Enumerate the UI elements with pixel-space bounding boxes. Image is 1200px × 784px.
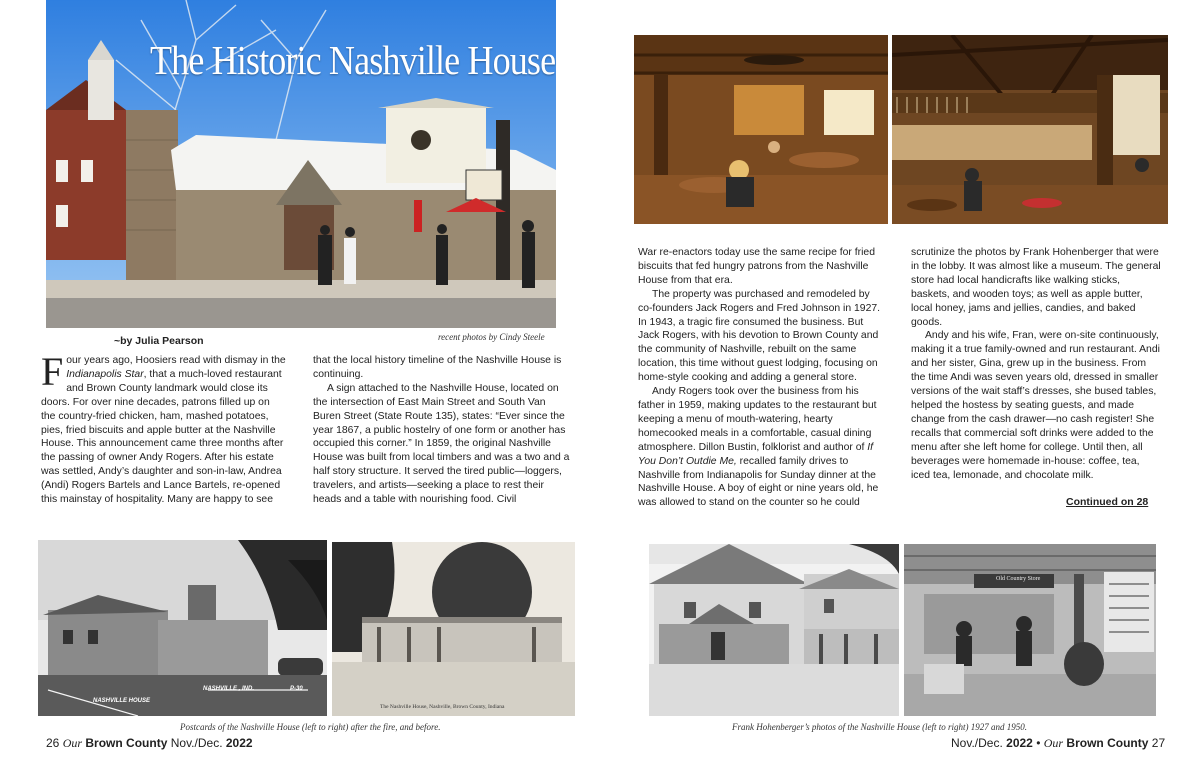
postcard-label-2: NASHVILLE , IND. bbox=[203, 686, 255, 692]
byline: ~by Julia Pearson bbox=[114, 335, 204, 347]
caption-postcards: Postcards of the Nashville House (left to right) after the fire, and before. bbox=[180, 722, 441, 732]
postcard-label-3: P-30 bbox=[290, 686, 303, 692]
folio-left: 26 Our Brown County Nov./Dec. 2022 bbox=[46, 736, 253, 750]
hohenberger-1950-photo bbox=[904, 544, 1156, 716]
continued-link[interactable]: Continued on 28 bbox=[1066, 496, 1149, 508]
postcard-after-fire bbox=[38, 540, 327, 716]
postcard-before bbox=[332, 542, 575, 716]
photo-credit: recent photos by Cindy Steele bbox=[438, 332, 545, 342]
caption-hohenberger: Frank Hohenberger’s photos of the Nashville House (left to right) 1927 and 1950. bbox=[732, 722, 1028, 732]
article-column-2: that the local history timeline of the Nashville House is continuing. A sign attached to the Nashville House, located on the intersection of East Main Street and South Van Buren Street (State Route 135), states: “Ever since the year 1867, a public hostelry of one form or another has occupied this corner.” In 1859, the original Nashville House was built from local timbers and was a two and a half story structure. It served the tired public—loggers, travelers, and artists—seeking a place to rest their heads and a table with nourishing food. Civil bbox=[313, 355, 570, 506]
folio-right: Nov./Dec. 2022 • Our Brown County 27 bbox=[951, 736, 1166, 750]
postcard-label-right: The Nashville House, Nashville, Brown County, Indiana bbox=[380, 704, 505, 710]
postcard-label-1: NASHVILLE HOUSE bbox=[93, 698, 151, 704]
interior-photo-1 bbox=[634, 35, 888, 224]
interior-photo-2 bbox=[892, 35, 1168, 224]
article-column-1: Four years ago, Hoosiers read with dismay in the Indianapolis Star, that a much-loved restaurant and Brown County landmark would close its doors. For over nine decades, patrons filled up on the country-fried chicken, ham, mashed potatoes, pies, fried biscuits and apple butter at the Nashville House. This announcement came three months after the passing of owner Andy Rogers. After his estate was settled, Andy’s daughter and son-in-law, Andrea (Andi) Rogers Bartels and Lance Bartels, re-opened this mainstay of hospitality. Many are happy to see bbox=[41, 349, 286, 506]
headline: The Historic Nashville House bbox=[150, 37, 556, 83]
hohenberger-1927-photo bbox=[649, 544, 899, 716]
drop-cap: F bbox=[41, 349, 64, 394]
article-column-3: War re-enactors today use the same recipe for fried biscuits that fed hungry patrons from the Nashville House from that era. The property was purchased and remodeled by co-founders Jack Rogers and Fred Johnson in 1927. In 1943, a tragic fire consumed the business. But Jack Rogers, with his devotion to Brown County and the community of Nashville, rebuilt on the same location, this time without guest lodging, focusing on home-style cooking and adding a general store. Andy Rogers took over the business from his father in 1959, making updates to the restaurant but keeping a menu of mouth-watering, hearty homecooked meals in a comfortable, casual dining atmosphere. Dillon Bustin, folklorist and author of If You Don’t Outdie Me, recalled family drives to Nashville from Indianapolis for Sunday dinner at the Nashville House. A boy of eight or nine years old, he was allowed to stand on the counter so he could bbox=[638, 247, 881, 509]
store-sign: Old Country Store bbox=[996, 576, 1041, 582]
article-column-4: scrutinize the photos by Frank Hohenberger that were in the lobby. It was almost like a museum. The general store had local handicrafts like walking sticks, baskets, and wooden toys; as well as apple butter, local honey, jams and jellies, candies, and baked goods. Andy and his wife, Fran, were on-site continuously, making it a true family-owned and run restaurant. Andi and her sister, Gina, grew up in the business. From the time Andi was seven years old, dressed in smaller versions of the wait staff’s dresses, she bused tables, helped the hostess by seating guests, and made change from the cash drawer—no cash register! She recalls that commercial soft drinks were added to the menu after she left home for college. Until then, all beverages were homemade in-house: coffee, tea, iced tea, lemonade, and chocolate milk. bbox=[911, 247, 1161, 481]
